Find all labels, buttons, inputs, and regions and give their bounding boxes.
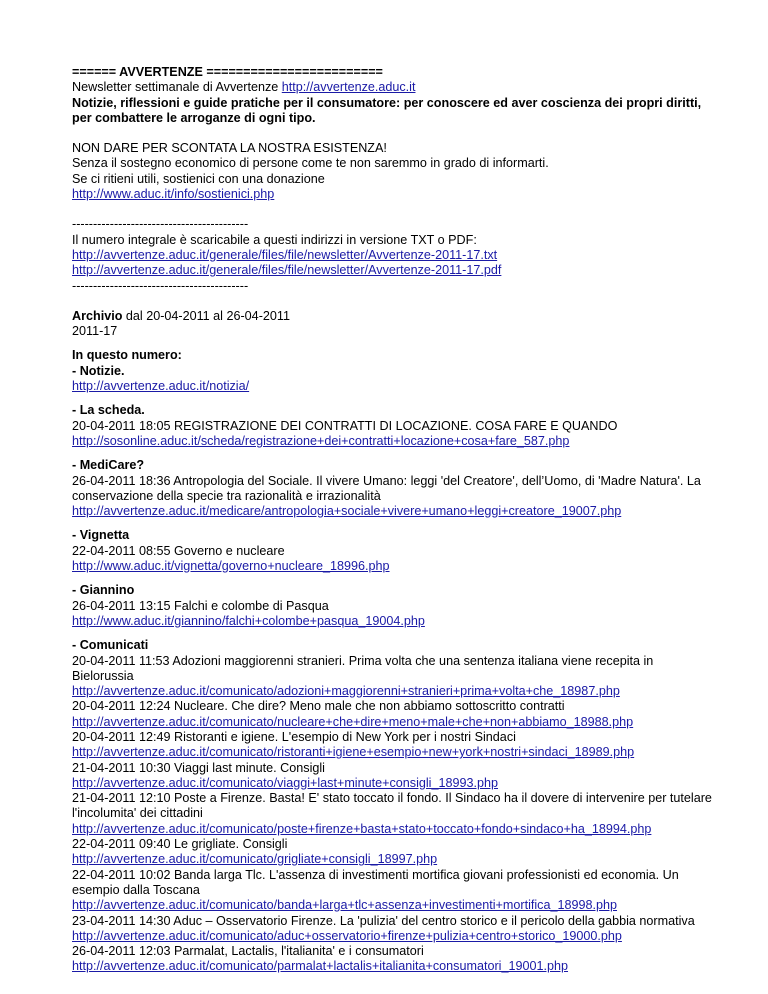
section-title: - La scheda.: [72, 403, 145, 418]
item-link[interactable]: http://avvertenze.aduc.it/comunicato/parmalat+lactalis+italianita+consumatori_19001.php: [72, 959, 569, 974]
item-text: 20-04-2011 12:49 Ristoranti e igiene. L'esempio di New York per i nostri Sindaci: [72, 729, 516, 744]
section-title: - MediCare?: [72, 458, 145, 473]
newsletter-document: [72, 65, 712, 975]
item-text: 20-04-2011 12:24 Nucleare. Che dire? Meno male che non abbiamo sottoscritto contratti: [72, 699, 565, 714]
pdf-download-link[interactable]: http://avvertenze.aduc.it/generale/files/file/newsletter/Avvertenze-2011-17.pdf: [72, 263, 502, 278]
item-link[interactable]: http://avvertenze.aduc.it/comunicato/banda+larga+tlc+assenza+investimenti+mortifica_18998.php: [72, 898, 618, 913]
section-title-notizie: - Notizie.: [72, 363, 125, 378]
subtitle: Newsletter settimanale di Avvertenze http://avvertenze.aduc.it: [72, 80, 416, 95]
item-text: 21-04-2011 10:30 Viaggi last minute. Consigli: [72, 760, 325, 775]
item-text: 23-04-2011 14:30 Aduc – Osservatorio Firenze. La 'pulizia' del centro storico e il pericolo della gabbia normativa: [72, 913, 695, 928]
item-link[interactable]: http://avvertenze.aduc.it/comunicato/ristoranti+igiene+esempio+new+york+nostri+sindaci_18989.php: [72, 745, 635, 760]
notizie-link[interactable]: http://avvertenze.aduc.it/notizia/: [72, 379, 250, 394]
item-link[interactable]: http://avvertenze.aduc.it/comunicato/grigliate+consigli_18997.php: [72, 852, 438, 867]
item-link[interactable]: http://avvertenze.aduc.it/medicare/antropologia+sociale+vivere+umano+leggi+creatore_19007.php: [72, 504, 622, 519]
item-text: 21-04-2011 12:10 Poste a Firenze. Basta! E' stato toccato il fondo. Il Sindaco ha il dovere di intervenire per tutelare l'incolumita' dei cittadini: [72, 791, 712, 821]
item-link[interactable]: http://www.aduc.it/vignetta/governo+nucleare_18996.php: [72, 559, 390, 574]
item-link[interactable]: http://avvertenze.aduc.it/comunicato/nucleare+che+dire+meno+male+che+non+abbiamo_18988.php: [72, 714, 634, 729]
banner: ====== AVVERTENZE ========================: [72, 65, 383, 79]
item-link[interactable]: http://sosonline.aduc.it/scheda/registrazione+dei+contratti+locazione+cosa+fare_587.php: [72, 433, 570, 448]
item-text: 20-04-2011 11:53 Adozioni maggiorenni stranieri. Prima volta che una sentenza italiana viene recepita in Bielorussia: [72, 653, 654, 683]
separator: ------------------------------------------: [72, 217, 249, 232]
item-text: 22-04-2011 10:02 Banda larga Tlc. L'assenza di investimenti mortifica giovani professionisti ed economia. Un esempio dalla Toscana: [72, 867, 679, 897]
section-title: - Giannino: [72, 583, 135, 598]
item-text: 26-04-2011 13:15 Falchi e colombe di Pasqua: [72, 598, 329, 613]
section-title: - Comunicati: [72, 638, 149, 653]
item-text: 22-04-2011 09:40 Le grigliate. Consigli: [72, 837, 288, 852]
sections-container: [72, 394, 712, 974]
download-text: Il numero integrale è scaricabile a questi indirizzi in versione TXT o PDF:: [72, 232, 477, 247]
txt-download-link[interactable]: http://avvertenze.aduc.it/generale/files/file/newsletter/Avvertenze-2011-17.txt: [72, 247, 498, 262]
item-text: 26-04-2011 18:36 Antropologia del Sociale. Il vivere Umano: leggi 'del Creatore', dell’Uomo, di 'Madre Natura'. La conservazione della specie tra razionalità e irrazionalità: [72, 473, 701, 503]
support-text: Se ci ritieni utili, sostienici con una donazione: [72, 171, 325, 186]
tagline: Notizie, riflessioni e guide pratiche per il consumatore: per conoscere ed aver coscienza dei propri diritti, per combattere le arroganze di ogni tipo.: [72, 95, 702, 125]
support-text: Senza il sostegno economico di persone come te non saremmo in grado di informarti.: [72, 156, 549, 171]
item-text: 22-04-2011 08:55 Governo e nucleare: [72, 543, 285, 558]
item-link[interactable]: http://avvertenze.aduc.it/comunicato/poste+firenze+basta+stato+toccato+fondo+sindaco+ha_18994.php: [72, 821, 652, 836]
item-link[interactable]: http://avvertenze.aduc.it/comunicato/aduc+osservatorio+firenze+pulizia+centro+storico_19000.php: [72, 928, 622, 943]
support-headline: NON DARE PER SCONTATA LA NOSTRA ESISTENZA!: [72, 141, 387, 156]
item-link[interactable]: http://avvertenze.aduc.it/comunicato/adozioni+maggiorenni+stranieri+prima+volta+che_18987.php: [72, 684, 620, 699]
archive-range: Archivio dal 20-04-2011 al 26-04-2011: [72, 308, 290, 323]
contents-heading: In questo numero:: [72, 348, 182, 363]
donate-link[interactable]: http://www.aduc.it/info/sostienici.php: [72, 187, 275, 202]
item-text: 20-04-2011 18:05 REGISTRAZIONE DEI CONTRATTI DI LOCAZIONE. COSA FARE E QUANDO: [72, 418, 618, 433]
section-title: - Vignetta: [72, 528, 130, 543]
site-link[interactable]: http://avvertenze.aduc.it: [281, 80, 416, 95]
item-link[interactable]: http://www.aduc.it/giannino/falchi+colombe+pasqua_19004.php: [72, 613, 425, 628]
item-text: 26-04-2011 12:03 Parmalat, Lactalis, l'italianita' e i consumatori: [72, 944, 424, 959]
item-link[interactable]: http://avvertenze.aduc.it/comunicato/viaggi+last+minute+consigli_18993.php: [72, 775, 499, 790]
issue-number: 2011-17: [72, 324, 118, 339]
separator: ------------------------------------------: [72, 278, 249, 293]
